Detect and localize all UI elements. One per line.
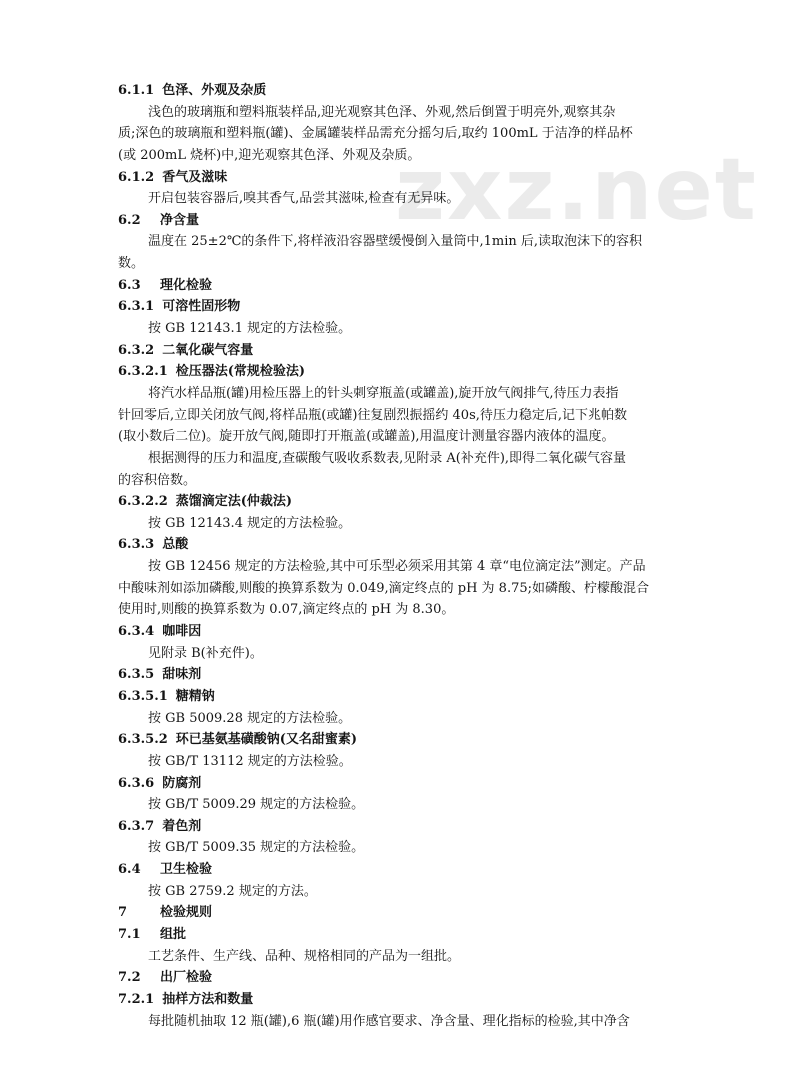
section-heading xyxy=(118,296,678,318)
section-number: 6.3.2.1 xyxy=(118,364,168,380)
section-number: 6.4 xyxy=(118,862,141,878)
section-title: 二氧化碳气容量 xyxy=(162,342,254,358)
paragraph-line: 按 GB 5009.28 规定的方法检验。 xyxy=(148,710,352,726)
section-title: 环已基氨基磺酸钠(又名甜蜜素) xyxy=(175,732,358,748)
section-title: 香气及滋味 xyxy=(162,169,228,185)
section-number: 6.3.1 xyxy=(118,299,155,315)
section-heading xyxy=(118,275,678,297)
section-heading xyxy=(118,729,678,751)
paragraph-line: 按 GB/T 13112 规定的方法检验。 xyxy=(148,753,352,769)
paragraph-line: 质;深色的玻璃瓶和塑料瓶(罐)、金属罐装样品需充分摇匀后,取约 100mL 于洁净的样品杯 xyxy=(118,126,633,142)
section-heading xyxy=(118,924,678,946)
paragraph-line: 根据测得的压力和温度,查碳酸气吸收系数表,见附录 A(补充件),即得二氧化碳气容量 xyxy=(148,450,627,466)
section-heading xyxy=(118,621,678,643)
paragraph-line: (或 200mL 烧杯)中,迎光观察其色泽、外观及杂质。 xyxy=(118,147,421,163)
section-heading xyxy=(118,210,678,232)
section-heading xyxy=(118,491,678,513)
section-title: 可溶性固形物 xyxy=(162,299,241,315)
section-heading xyxy=(118,686,678,708)
paragraph-line: 使用时,则酸的换算系数为 0.07,滴定终点的 pH 为 8.30。 xyxy=(118,602,455,618)
section-number: 7.2.1 xyxy=(118,991,155,1007)
section-number: 6.3.5.2 xyxy=(118,732,168,748)
section-heading xyxy=(118,816,678,838)
document-body xyxy=(118,80,678,1032)
section-number: 6.1.1 xyxy=(118,83,155,98)
section-number: 6.2 xyxy=(118,212,141,228)
section-number: 6.3.6 xyxy=(118,775,155,791)
section-heading xyxy=(118,167,678,189)
paragraph-line: 按 GB/T 5009.35 规定的方法检验。 xyxy=(148,840,365,856)
section-title: 甜味剂 xyxy=(162,667,202,683)
section-heading xyxy=(118,989,678,1011)
paragraph-line: 温度在 25±2℃的条件下,将样液沿容器壁缓慢倒入量筒中,1min 后,读取泡沫下的容积 xyxy=(148,234,643,250)
section-number: 6.3 xyxy=(118,277,141,293)
paragraph-line: 中酸味剂如添加磷酸,则酸的换算系数为 0.049,滴定终点的 pH 为 8.75;如磷酸、柠檬酸混合 xyxy=(118,580,649,596)
section-heading xyxy=(118,773,678,795)
paragraph-line: 浅色的玻璃瓶和塑料瓶装样品,迎光观察其色泽、外观,然后倒置于明亮外,观察其杂 xyxy=(148,104,616,120)
section-title: 理化检验 xyxy=(160,277,213,293)
paragraph-line: 的容积倍数。 xyxy=(118,472,197,488)
section-title: 检验规则 xyxy=(160,905,213,921)
section-title: 卫生检验 xyxy=(160,862,213,878)
paragraph-line: 按 GB 12143.4 规定的方法检验。 xyxy=(148,515,352,531)
section-title: 着色剂 xyxy=(162,818,202,834)
paragraph-line: 按 GB 12456 规定的方法检验,其中可乐型必须采用其第 4 章“电位滴定法”测定。产品 xyxy=(148,559,646,575)
section-title: 糖精钠 xyxy=(175,688,215,704)
section-number: 6.3.2.2 xyxy=(118,494,168,510)
paragraph-line: 工艺条件、生产线、品种、规格相同的产品为一组批。 xyxy=(148,948,461,964)
section-title: 色泽、外观及杂质 xyxy=(162,83,267,98)
section-heading xyxy=(118,902,678,924)
section-title: 总酸 xyxy=(162,537,189,553)
paragraph-line: 开启包装容器后,嗅其香气,品尝其滋味,检查有无异味。 xyxy=(148,191,460,207)
section-number: 7.2 xyxy=(118,970,141,986)
section-title: 出厂检验 xyxy=(160,970,213,986)
section-number: 6.1.2 xyxy=(118,169,155,185)
paragraph-line: (取小数后二位)。旋开放气阀,随即打开瓶盖(或罐盖),用温度计测量容器内液体的温度。 xyxy=(118,429,615,445)
section-title: 抽样方法和数量 xyxy=(162,991,254,1007)
paragraph-line: 每批随机抽取 12 瓶(罐),6 瓶(罐)用作感官要求、净含量、理化指标的检验,其中净含 xyxy=(148,1013,630,1029)
section-title: 防腐剂 xyxy=(162,775,202,791)
paragraph-line: 按 GB 2759.2 规定的方法。 xyxy=(148,883,317,899)
section-title: 净含量 xyxy=(160,212,200,228)
paragraph-line: 针回零后,立即关闭放气阀,将样品瓶(或罐)往复剧烈振摇约 40s,待压力稳定后,记下兆帕数 xyxy=(118,407,628,423)
section-number: 7.1 xyxy=(118,926,141,942)
section-heading xyxy=(118,80,678,102)
section-title: 咖啡因 xyxy=(162,624,202,640)
section-heading xyxy=(118,967,678,989)
section-heading xyxy=(118,859,678,881)
section-heading xyxy=(118,664,678,686)
paragraph-line: 数。 xyxy=(118,256,145,272)
section-title: 检压器法(常规检验法) xyxy=(175,364,306,380)
section-title: 组批 xyxy=(160,926,187,942)
paragraph-line: 按 GB/T 5009.29 规定的方法检验。 xyxy=(148,797,365,813)
section-number: 6.3.5.1 xyxy=(118,688,168,704)
paragraph-line: 将汽水样品瓶(罐)用检压器上的针头刺穿瓶盖(或罐盖),旋开放气阀排气,待压力表指 xyxy=(148,385,619,401)
section-number: 6.3.3 xyxy=(118,537,155,553)
section-number: 6.3.7 xyxy=(118,818,155,834)
section-number: 6.3.5 xyxy=(118,667,155,683)
section-heading xyxy=(118,340,678,362)
section-number: 6.3.4 xyxy=(118,624,155,640)
section-number: 7 xyxy=(118,905,128,921)
section-heading xyxy=(118,361,678,383)
paragraph-line: 按 GB 12143.1 规定的方法检验。 xyxy=(148,321,352,337)
section-heading xyxy=(118,534,678,556)
paragraph-line: 见附录 B(补充件)。 xyxy=(148,645,263,661)
section-title: 蒸馏滴定法(仲裁法) xyxy=(175,494,293,510)
section-number: 6.3.2 xyxy=(118,342,155,358)
watermark: zxz.net xyxy=(395,140,758,240)
